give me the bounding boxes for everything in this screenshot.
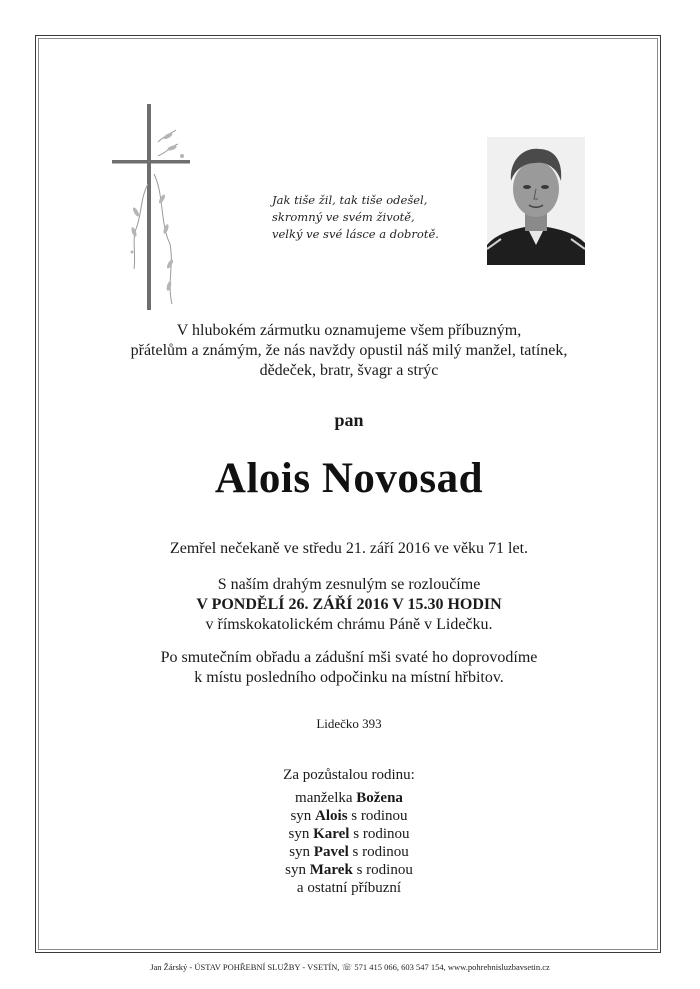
portrait-photo [487,137,585,265]
family-member: syn Alois s rodinou [290,808,408,824]
address: Lidečko 393 [316,716,382,731]
cross-icon [112,104,192,310]
farewell-line: S naším drahým zesnulým se rozloučíme [217,576,481,593]
footer-phones: 571 415 066, 603 547 154, [354,962,446,972]
family-member: manželka Božena [295,790,403,806]
burial-line: Po smutečním obřadu a zádušní mši svaté ho doprovodíme [160,649,538,666]
family-heading: Za pozůstalou rodinu: [283,767,415,783]
salutation: pan [334,410,364,430]
footer-company: Jan Žárský - ÚSTAV POHŘEBNÍ SLUŽBY - VSETÍN, [150,962,340,972]
family-member: syn Karel s rodinou [288,826,410,842]
burial-info [36,648,662,688]
quote-line: Jak tiše žil, tak tiše odešel, [272,193,428,207]
footer-website[interactable]: www.pohrebnisluzbavsetin.cz [447,962,550,972]
intro-line: V hlubokém zármutku oznamujeme všem příbuzným, [176,322,522,339]
quote-line: skromný ve svém životě, [272,210,415,224]
farewell-place: v římskokatolickém chrámu Páně v Lidečku. [205,616,493,633]
deceased-name: Alois Novosad [214,455,484,502]
intro-line: dědeček, bratr, švagr a strýc [259,362,439,379]
farewell-date-time: V PONDĚLÍ 26. ZÁŘÍ 2016 V 15.30 HODIN [196,596,502,613]
quote-line: velký ve své lásce a dobrotě. [272,227,439,241]
intro-line: přátelům a známým, že nás navždy opustil náš milý manžel, tatínek, [130,342,568,359]
burial-line: k místu posledního odpočinku na místní hřbitov. [194,669,504,686]
memorial-quote [272,192,439,243]
death-notice: Zemřel nečekaně ve středu 21. září 2016 ve věku 71 let. [169,540,529,557]
family-member: syn Marek s rodinou [285,862,413,878]
farewell-info [36,575,662,635]
family-member: syn Pavel s rodinou [289,844,409,860]
family-closing: a ostatní příbuzní [296,880,402,896]
telephone-icon: ☏ [341,962,353,972]
footer [0,962,700,973]
family-list [36,766,662,897]
announcement-intro [36,321,662,381]
